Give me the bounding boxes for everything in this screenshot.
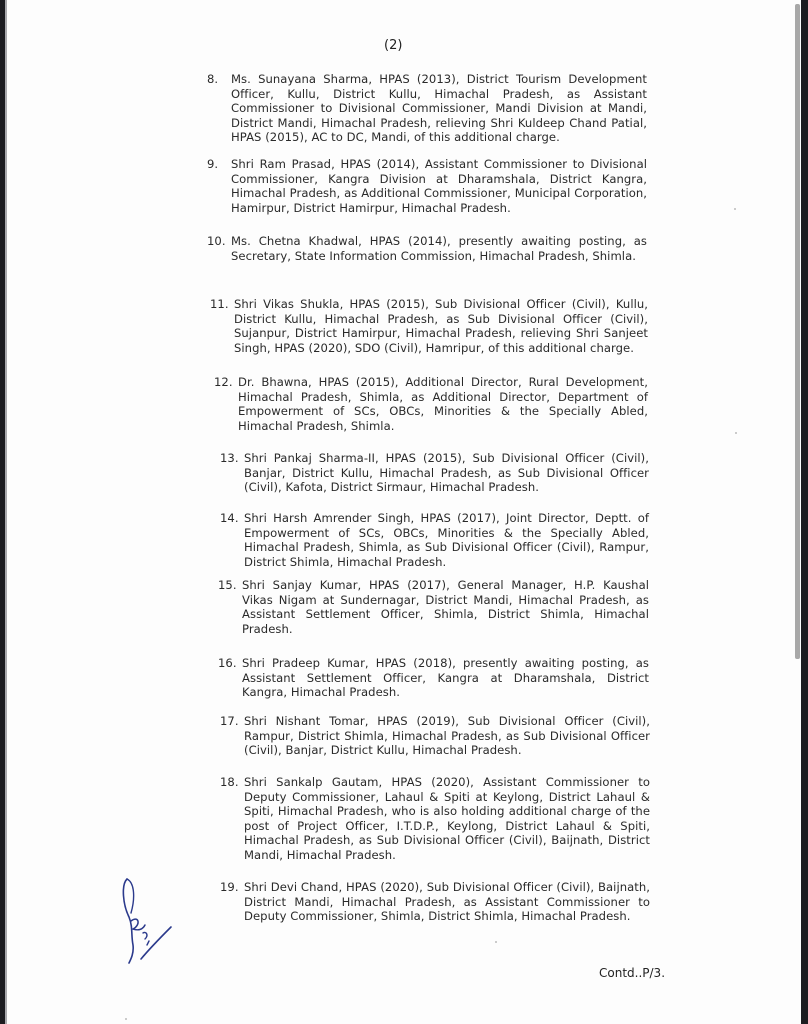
continuation-note: Contd..P/3. (599, 966, 666, 980)
document-page (7, 0, 801, 1024)
item-number: 18. (220, 775, 239, 789)
item-text: Shri Vikas Shukla, HPAS (2015), Sub Divisional Officer (Civil), Kullu, District Kullu, Himachal Pradesh, as Sub Divisional Officer (Civil), Sujanpur, District Hamirpur, Himachal Pradesh, relieving Shri Sanjeet Singh, HPAS (2020), SDO (Civil), Hamripur, of this additional charge. (234, 297, 648, 355)
item-number: 10. (207, 234, 226, 248)
page-left-edge (5, 0, 7, 1024)
item-text: Ms. Sunayana Sharma, HPAS (2013), District Tourism Development Officer, Kullu, District Kullu, Himachal Pradesh, as Assistant Commissioner to Divisional Commissioner, Mandi Division at Mandi, District Mandi, Himachal Pradesh, relieving Shri Kuldeep Chand Patial, HPAS (2015), AC to DC, Mandi, of this additional charge. (231, 72, 647, 145)
list-item (220, 451, 649, 495)
list-item (210, 297, 648, 355)
item-number: 14. (220, 511, 239, 525)
item-text: Dr. Bhawna, HPAS (2015), Additional Director, Rural Development, Himachal Pradesh, Shimla, as Additional Director, Department of Empowerment of SCs, OBCs, Minorities & the Specially Abled, Himachal Pradesh, Shimla. (238, 375, 648, 433)
item-text: Shri Devi Chand, HPAS (2020), Sub Divisional Officer (Civil), Baijnath, District Mandi, Himachal Pradesh, as Assistant Commissioner to Deputy Commissioner, Shimla, District Shimla, Himachal Pradesh. (244, 880, 650, 924)
item-text: Shri Pankaj Sharma-II, HPAS (2015), Sub Divisional Officer (Civil), Banjar, District Kullu, Himachal Pradesh, as Sub Divisional Officer (Civil), Kafota, District Sirmaur, Himachal Pradesh. (244, 451, 649, 495)
item-text: Shri Sankalp Gautam, HPAS (2020), Assistant Commissioner to Deputy Commissioner, Lahaul & Spiti at Keylong, District Lahaul & Spiti, Himachal Pradesh, who is also holding additional charge of the post of Project Officer, I.T.D.P., Keylong, District Lahaul & Spiti, Himachal Pradesh, as Sub Divisional Officer (Civil), Baijnath, District Mandi, Himachal Pradesh. (244, 775, 650, 862)
item-text: Ms. Chetna Khadwal, HPAS (2014), presently awaiting posting, as Secretary, State Information Commission, Himachal Pradesh, Shimla. (231, 234, 647, 263)
item-number: 13. (220, 451, 239, 465)
item-number: 16. (218, 656, 237, 670)
item-number: 8. (207, 72, 219, 86)
item-text: Shri Ram Prasad, HPAS (2014), Assistant Commissioner to Divisional Commissioner, Kangra Division at Dharamshala, District Kangra, Himachal Pradesh, as Additional Commissioner, Municipal Corporation, Hamirpur, District Hamirpur, Himachal Pradesh. (231, 157, 647, 215)
item-number: 12. (214, 375, 233, 389)
item-text: Shri Sanjay Kumar, HPAS (2017), General Manager, H.P. Kaushal Vikas Nigam at Sundernagar, District Mandi, Himachal Pradesh, as Assistant Settlement Officer, Shimla, District Shimla, Himachal Pradesh. (242, 578, 649, 636)
list-item (218, 578, 649, 636)
list-item (220, 714, 650, 758)
list-item (220, 880, 650, 924)
list-item (218, 656, 649, 700)
list-item (207, 72, 647, 145)
list-item (207, 157, 647, 215)
item-text: Shri Pradeep Kumar, HPAS (2018), presently awaiting posting, as Assistant Settlement Officer, Kangra at Dharamshala, District Kangra, Himachal Pradesh. (242, 656, 649, 700)
scan-speck (495, 941, 497, 943)
signature-icon (119, 875, 189, 965)
page-number: (2) (384, 38, 403, 53)
list-item (214, 375, 648, 433)
item-number: 11. (210, 297, 229, 311)
list-item (220, 511, 649, 569)
vertical-scrollbar[interactable] (795, 4, 800, 659)
item-number: 15. (218, 578, 237, 592)
item-number: 17. (220, 714, 239, 728)
scan-speck (125, 1018, 127, 1020)
list-item (220, 775, 650, 863)
item-number: 19. (220, 880, 239, 894)
item-number: 9. (207, 157, 219, 171)
item-text: Shri Nishant Tomar, HPAS (2019), Sub Divisional Officer (Civil), Rampur, District Shimla, Himachal Pradesh, as Sub Divisional Officer (Civil), Banjar, District Kullu, Himachal Pradesh. (244, 714, 650, 758)
scan-speck (735, 432, 737, 434)
scan-speck (734, 208, 736, 210)
list-item (207, 234, 647, 263)
item-text: Shri Harsh Amrender Singh, HPAS (2017), Joint Director, Deptt. of Empowerment of SCs, OBCs, Minorities & the Specially Abled, Himachal Pradesh, Shimla, as Sub Divisional Officer (Civil), Rampur, District Shimla, Himachal Pradesh. (244, 511, 649, 569)
